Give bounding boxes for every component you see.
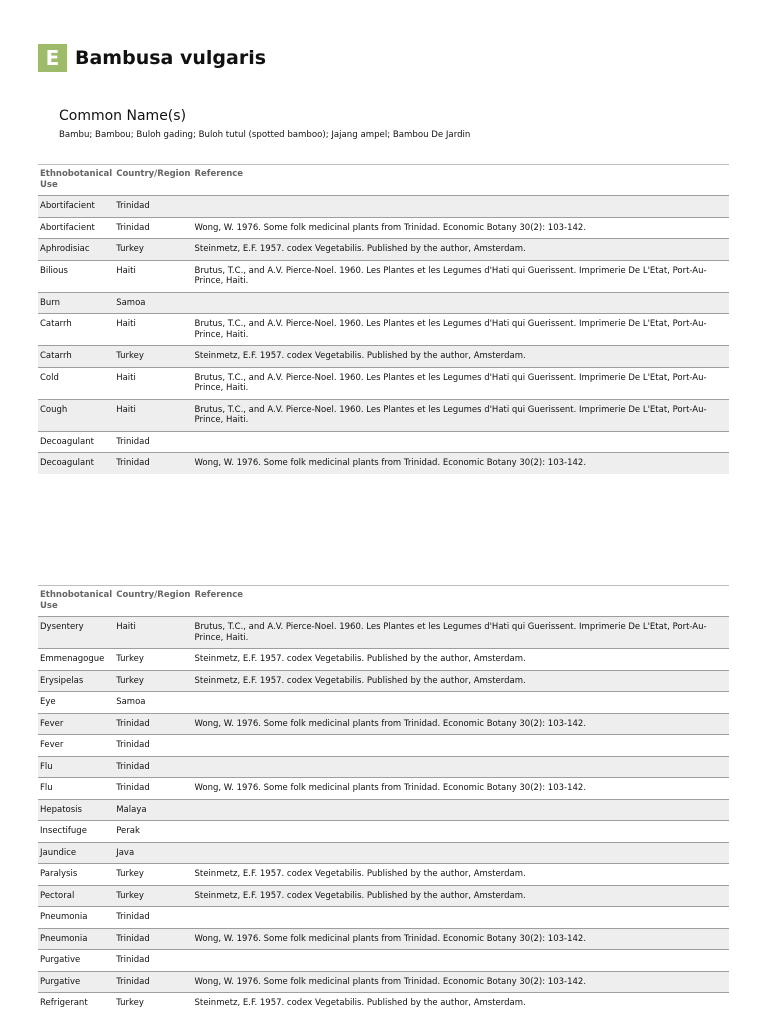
- cell-reference: [192, 842, 729, 864]
- table-row: [38, 292, 729, 314]
- cell-use: Paralysis: [38, 864, 114, 886]
- ethnobotanical-table-2: [38, 585, 729, 1014]
- cell-reference: Steinmetz, E.F. 1957. codex Vegetabilis. Published by the author, Amsterdam.: [192, 649, 729, 671]
- cell-country: Trinidad: [114, 196, 192, 218]
- table-row: [38, 993, 729, 1014]
- cell-reference: Brutus, T.C., and A.V. Pierce-Noel. 1960. Les Plantes et les Legumes d'Hati qui Guerissent. Imprimerie De L'Etat, Port-Au-Prince, Haiti.: [192, 367, 729, 399]
- cell-country: Trinidad: [114, 907, 192, 929]
- cell-use: Decoagulant: [38, 431, 114, 453]
- cell-use: Burn: [38, 292, 114, 314]
- column-header-country: Country/Region: [114, 165, 192, 196]
- cell-use: Cold: [38, 367, 114, 399]
- cell-reference: [192, 950, 729, 972]
- cell-country: Perak: [114, 821, 192, 843]
- column-header-reference: Reference: [192, 165, 729, 196]
- table-row: [38, 713, 729, 735]
- cell-reference: Wong, W. 1976. Some folk medicinal plants from Trinidad. Economic Botany 30(2): 103-142.: [192, 713, 729, 735]
- table-row: [38, 864, 729, 886]
- cell-country: Trinidad: [114, 971, 192, 993]
- cell-country: Trinidad: [114, 453, 192, 474]
- cell-reference: Brutus, T.C., and A.V. Pierce-Noel. 1960. Les Plantes et les Legumes d'Hati qui Guerissent. Imprimerie De L'Etat, Port-Au-Prince, Haiti.: [192, 260, 729, 292]
- cell-country: Samoa: [114, 292, 192, 314]
- cell-reference: [192, 907, 729, 929]
- cell-use: Purgative: [38, 950, 114, 972]
- cell-reference: [192, 292, 729, 314]
- cell-use: Catarrh: [38, 346, 114, 368]
- page-title: Bambusa vulgaris: [75, 47, 267, 69]
- cell-use: Flu: [38, 778, 114, 800]
- cell-country: Turkey: [114, 993, 192, 1014]
- cell-reference: Steinmetz, E.F. 1957. codex Vegetabilis. Published by the author, Amsterdam.: [192, 670, 729, 692]
- cell-use: Cough: [38, 399, 114, 431]
- cell-reference: [192, 821, 729, 843]
- cell-use: Abortifacient: [38, 217, 114, 239]
- cell-reference: [192, 196, 729, 218]
- cell-use: Jaundice: [38, 842, 114, 864]
- cell-country: Haiti: [114, 314, 192, 346]
- cell-country: Haiti: [114, 617, 192, 649]
- cell-reference: Wong, W. 1976. Some folk medicinal plants from Trinidad. Economic Botany 30(2): 103-142.: [192, 928, 729, 950]
- column-header-use: Ethnobotanical Use: [38, 586, 114, 617]
- cell-use: Decoagulant: [38, 453, 114, 474]
- cell-reference: Steinmetz, E.F. 1957. codex Vegetabilis. Published by the author, Amsterdam.: [192, 993, 729, 1014]
- cell-country: Turkey: [114, 885, 192, 907]
- cell-reference: [192, 756, 729, 778]
- table-row: [38, 885, 729, 907]
- page-header: [38, 44, 266, 72]
- cell-country: Trinidad: [114, 928, 192, 950]
- table-row: [38, 239, 729, 261]
- cell-country: Haiti: [114, 260, 192, 292]
- cell-reference: Brutus, T.C., and A.V. Pierce-Noel. 1960. Les Plantes et les Legumes d'Hati qui Guerissent. Imprimerie De L'Etat, Port-Au-Prince, Haiti.: [192, 314, 729, 346]
- cell-country: Turkey: [114, 649, 192, 671]
- cell-use: Fever: [38, 735, 114, 757]
- table-row: [38, 842, 729, 864]
- cell-reference: Wong, W. 1976. Some folk medicinal plants from Trinidad. Economic Botany 30(2): 103-142.: [192, 971, 729, 993]
- table-row: [38, 670, 729, 692]
- cell-use: Aphrodisiac: [38, 239, 114, 261]
- cell-reference: Wong, W. 1976. Some folk medicinal plants from Trinidad. Economic Botany 30(2): 103-142.: [192, 453, 729, 474]
- table-row: [38, 217, 729, 239]
- cell-reference: Steinmetz, E.F. 1957. codex Vegetabilis. Published by the author, Amsterdam.: [192, 239, 729, 261]
- table-row: [38, 399, 729, 431]
- cell-reference: Steinmetz, E.F. 1957. codex Vegetabilis. Published by the author, Amsterdam.: [192, 885, 729, 907]
- table-row: [38, 692, 729, 714]
- table-row: [38, 799, 729, 821]
- cell-use: Abortifacient: [38, 196, 114, 218]
- cell-country: Trinidad: [114, 756, 192, 778]
- cell-use: Eye: [38, 692, 114, 714]
- table-row: [38, 907, 729, 929]
- table-row: [38, 431, 729, 453]
- table-row: [38, 260, 729, 292]
- cell-country: Samoa: [114, 692, 192, 714]
- cell-use: Hepatosis: [38, 799, 114, 821]
- table-header-row: [38, 586, 729, 617]
- cell-reference: Brutus, T.C., and A.V. Pierce-Noel. 1960. Les Plantes et les Legumes d'Hati qui Guerissent. Imprimerie De L'Etat, Port-Au-Prince, Haiti.: [192, 617, 729, 649]
- ethnobotanical-table-1: [38, 164, 729, 474]
- cell-use: Flu: [38, 756, 114, 778]
- cell-use: Pneumonia: [38, 907, 114, 929]
- cell-reference: [192, 735, 729, 757]
- table-row: [38, 617, 729, 649]
- cell-use: Emmenagogue: [38, 649, 114, 671]
- cell-country: Haiti: [114, 399, 192, 431]
- table-row: [38, 778, 729, 800]
- cell-use: Insectifuge: [38, 821, 114, 843]
- cell-use: Pneumonia: [38, 928, 114, 950]
- cell-use: Refrigerant: [38, 993, 114, 1014]
- cell-country: Trinidad: [114, 735, 192, 757]
- cell-country: Trinidad: [114, 217, 192, 239]
- cell-use: Purgative: [38, 971, 114, 993]
- letter-badge: E: [38, 44, 67, 72]
- cell-country: Malaya: [114, 799, 192, 821]
- cell-reference: Steinmetz, E.F. 1957. codex Vegetabilis. Published by the author, Amsterdam.: [192, 346, 729, 368]
- cell-reference: [192, 799, 729, 821]
- column-header-country: Country/Region: [114, 586, 192, 617]
- table-row: [38, 735, 729, 757]
- cell-use: Erysipelas: [38, 670, 114, 692]
- table-row: [38, 971, 729, 993]
- cell-reference: [192, 692, 729, 714]
- table-header-row: [38, 165, 729, 196]
- table-row: [38, 453, 729, 474]
- cell-country: Turkey: [114, 864, 192, 886]
- cell-reference: Wong, W. 1976. Some folk medicinal plants from Trinidad. Economic Botany 30(2): 103-142.: [192, 778, 729, 800]
- cell-reference: Steinmetz, E.F. 1957. codex Vegetabilis. Published by the author, Amsterdam.: [192, 864, 729, 886]
- table-row: [38, 950, 729, 972]
- table-row: [38, 821, 729, 843]
- table-row: [38, 346, 729, 368]
- cell-country: Turkey: [114, 346, 192, 368]
- table-row: [38, 314, 729, 346]
- cell-country: Java: [114, 842, 192, 864]
- table-row: [38, 928, 729, 950]
- cell-country: Trinidad: [114, 778, 192, 800]
- cell-reference: Wong, W. 1976. Some folk medicinal plants from Trinidad. Economic Botany 30(2): 103-142.: [192, 217, 729, 239]
- cell-country: Turkey: [114, 239, 192, 261]
- cell-reference: Brutus, T.C., and A.V. Pierce-Noel. 1960. Les Plantes et les Legumes d'Hati qui Guerissent. Imprimerie De L'Etat, Port-Au-Prince, Haiti.: [192, 399, 729, 431]
- cell-country: Trinidad: [114, 950, 192, 972]
- table-row: [38, 367, 729, 399]
- common-names-heading: Common Name(s): [59, 108, 187, 124]
- table-row: [38, 649, 729, 671]
- cell-use: Catarrh: [38, 314, 114, 346]
- common-names-text: Bambu; Bambou; Buloh gading; Buloh tutul (spotted bamboo); Jajang ampel; Bambou De Jardin: [59, 130, 471, 140]
- cell-country: Haiti: [114, 367, 192, 399]
- cell-use: Bilious: [38, 260, 114, 292]
- cell-use: Dysentery: [38, 617, 114, 649]
- table-row: [38, 756, 729, 778]
- cell-use: Pectoral: [38, 885, 114, 907]
- table-row: [38, 196, 729, 218]
- column-header-reference: Reference: [192, 586, 729, 617]
- cell-reference: [192, 431, 729, 453]
- column-header-use: Ethnobotanical Use: [38, 165, 114, 196]
- cell-country: Turkey: [114, 670, 192, 692]
- cell-country: Trinidad: [114, 431, 192, 453]
- cell-use: Fever: [38, 713, 114, 735]
- cell-country: Trinidad: [114, 713, 192, 735]
